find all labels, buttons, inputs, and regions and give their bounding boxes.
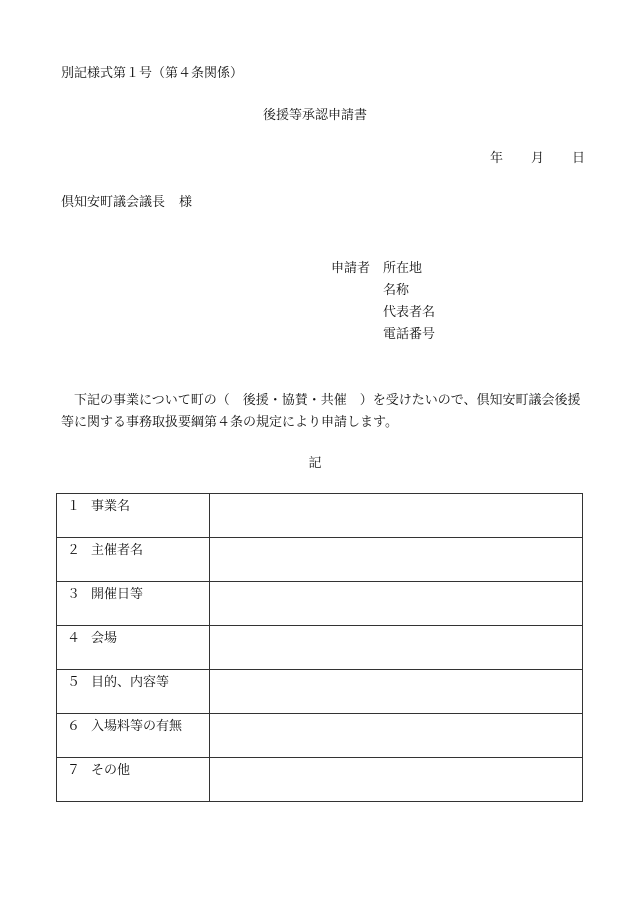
applicant-name-field: 名称: [383, 283, 410, 298]
applicant-representative-field: 代表者名: [383, 305, 436, 320]
table-row: [57, 538, 583, 582]
item-label: 事業名: [91, 499, 131, 514]
table-row: [57, 494, 583, 538]
applicant-label: 申請者: [331, 261, 371, 276]
ki-heading: 記: [308, 456, 322, 471]
addressee-name: 倶知安町議会議長: [61, 195, 166, 210]
applicant-address-field: 所在地: [383, 261, 423, 276]
item-number: ３: [67, 587, 81, 602]
table-row: [57, 626, 583, 670]
item-number: ２: [67, 543, 81, 558]
item-label-cell: [57, 494, 210, 538]
item-label: 主催者名: [91, 543, 144, 558]
date-line: [490, 152, 585, 165]
item-label: 目的、内容等: [91, 675, 170, 690]
item-value-cell[interactable]: [210, 494, 583, 538]
item-label: 開催日等: [91, 587, 144, 602]
date-year: 年: [490, 151, 504, 166]
item-label-cell: [57, 582, 210, 626]
date-day: 日: [572, 151, 586, 166]
table-row: [57, 714, 583, 758]
item-label: その他: [91, 763, 131, 778]
item-label-cell: [57, 626, 210, 670]
item-label: 会場: [91, 631, 118, 646]
item-label-cell: [57, 714, 210, 758]
item-number: ６: [67, 719, 81, 734]
addressee: [61, 196, 192, 209]
table-row: [57, 758, 583, 802]
item-value-cell[interactable]: [210, 626, 583, 670]
item-value-cell[interactable]: [210, 582, 583, 626]
form-number-label: 別記様式第１号（第４条関係）: [61, 66, 244, 81]
application-statement: 下記の事業について町の（ 後援・協賛・共催 ）を受けたいので、倶知安町議会後援等に関する事務取扱要綱第４条の規定により申請します。: [61, 393, 581, 430]
addressee-honorific: 様: [179, 195, 193, 210]
application-items-table: [56, 493, 583, 802]
item-label-cell: [57, 538, 210, 582]
applicant-fields: [383, 262, 435, 350]
item-value-cell[interactable]: [210, 670, 583, 714]
item-number: ５: [67, 675, 81, 690]
item-label-cell: [57, 758, 210, 802]
item-value-cell[interactable]: [210, 758, 583, 802]
item-value-cell[interactable]: [210, 538, 583, 582]
item-number: １: [67, 499, 81, 514]
table-row: [57, 582, 583, 626]
date-month: 月: [531, 151, 545, 166]
item-label: 入場料等の有無: [91, 719, 183, 734]
document-title: 後援等承認申請書: [262, 108, 367, 123]
item-label-cell: [57, 670, 210, 714]
item-number: ７: [67, 763, 81, 778]
table-row: [57, 670, 583, 714]
item-value-cell[interactable]: [210, 714, 583, 758]
applicant-phone-field: 電話番号: [383, 327, 436, 342]
item-number: ４: [67, 631, 81, 646]
